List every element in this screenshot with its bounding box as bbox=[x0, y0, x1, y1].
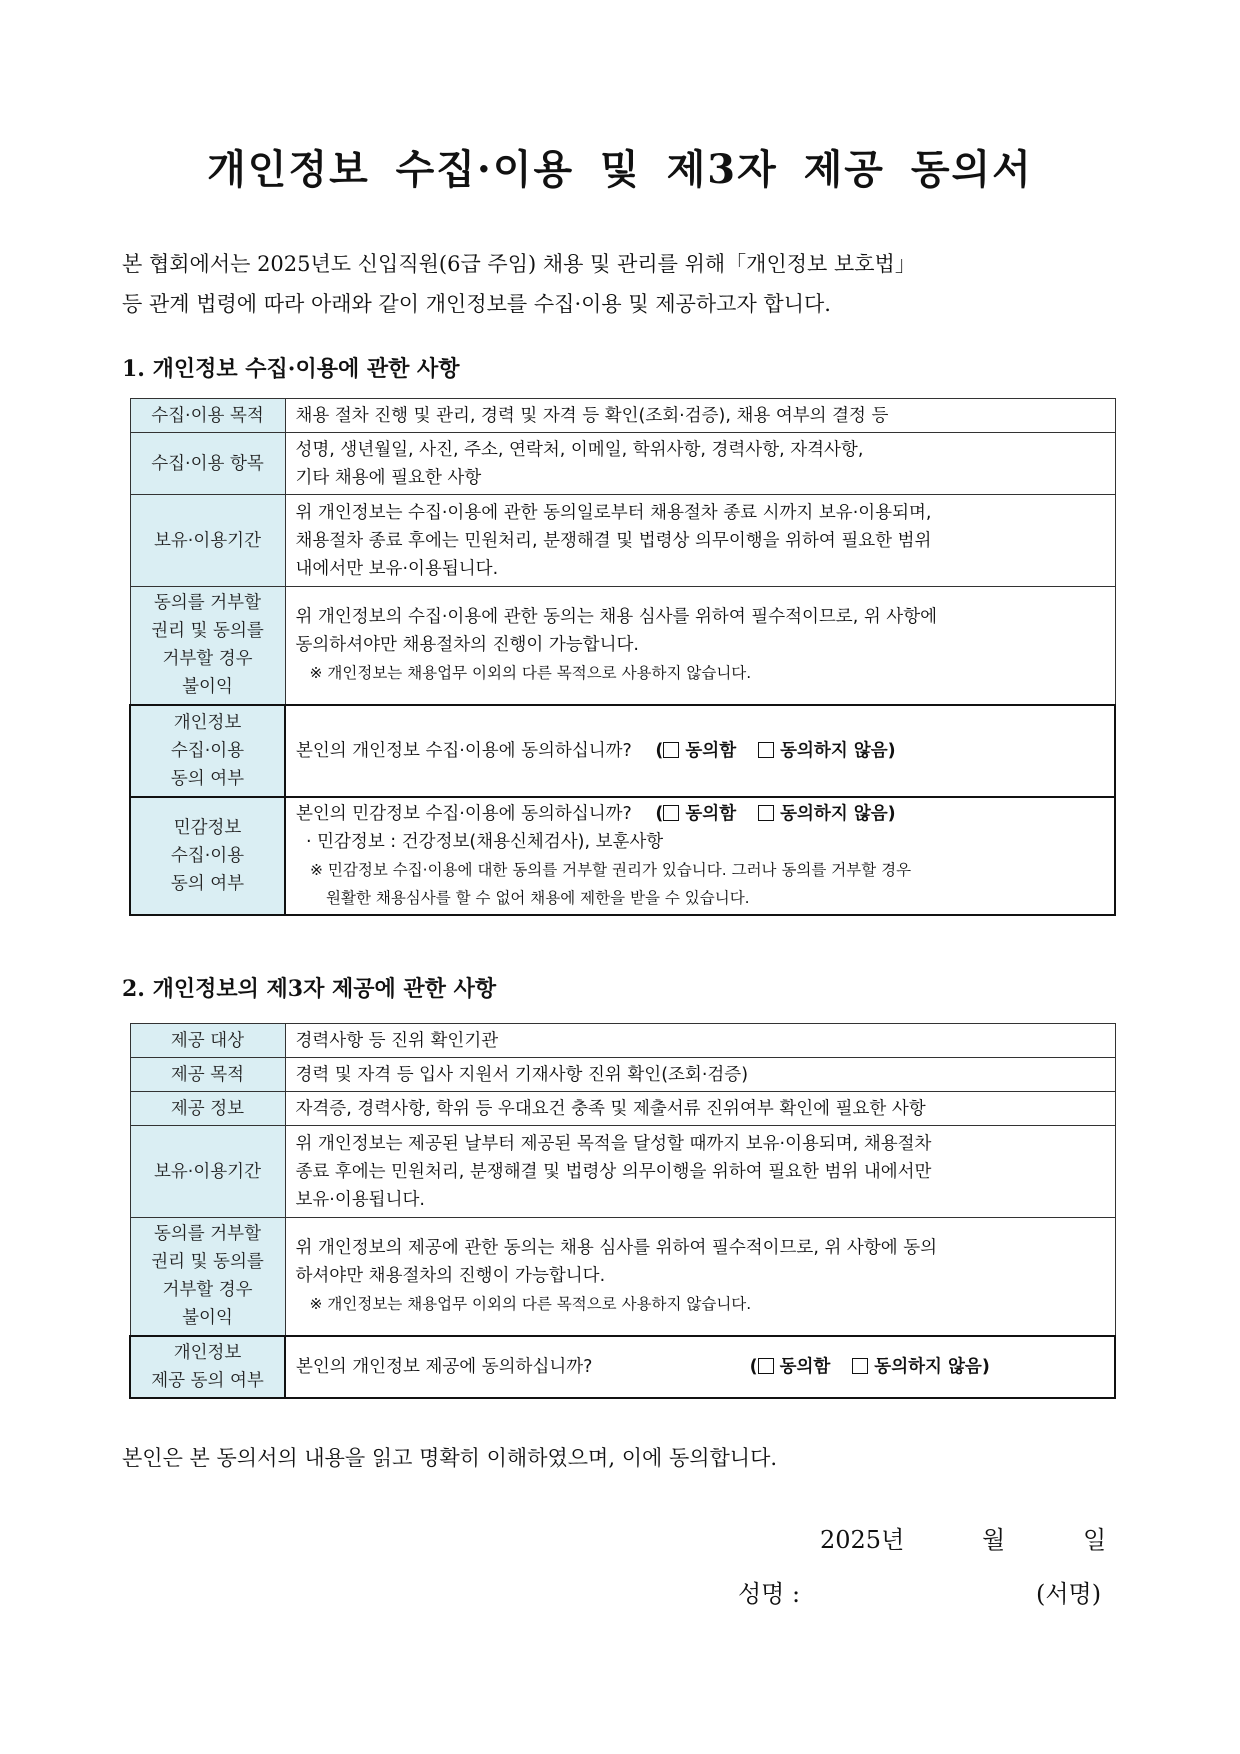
refuse-label bbox=[130, 587, 285, 705]
paren-open: ( bbox=[655, 803, 664, 824]
items-label: 수집·이용 항목 bbox=[130, 433, 285, 495]
agree-checkbox[interactable] bbox=[663, 805, 679, 821]
sensitive-items: · 민감정보 : 건강정보(채용신체검사), 보훈사항 bbox=[306, 831, 664, 852]
signature-name-label: 성명 : bbox=[738, 1580, 801, 1608]
target-value: 경력사항 등 진위 확인기관 bbox=[285, 1024, 1115, 1058]
signature-line bbox=[0, 1574, 1240, 1614]
sensitive-label-line: 수집·이용 bbox=[170, 845, 245, 866]
paren-close: ) bbox=[887, 740, 896, 761]
third-party-table bbox=[129, 1023, 1116, 1399]
consent-label-line: 개인정보 bbox=[173, 1342, 242, 1363]
section1-heading: 1. 개인정보 수집·이용에 관한 사항 bbox=[122, 356, 460, 382]
paren-open: ( bbox=[749, 1356, 758, 1377]
disagree-checkbox[interactable] bbox=[758, 742, 774, 758]
table-row bbox=[130, 1336, 1115, 1398]
paren-open: ( bbox=[655, 740, 664, 761]
period-value-line: 종료 후에는 민원처리, 분쟁해결 및 법령상 의무이행을 위하여 필요한 범위 내에서만 bbox=[295, 1161, 932, 1182]
disagree-checkbox[interactable] bbox=[758, 805, 774, 821]
refuse-label-line: 권리 및 동의를 bbox=[151, 1252, 264, 1273]
table-row bbox=[130, 433, 1115, 495]
intro-line-2: 등 관계 법령에 따라 아래와 같이 개인정보를 수집·이용 및 제공하고자 합니다. bbox=[122, 292, 831, 316]
sensitive-options bbox=[655, 804, 895, 824]
refuse-value-line: 위 개인정보의 수집·이용에 관한 동의는 채용 심사를 위하여 필수적이므로, 위 사항에 bbox=[295, 607, 938, 628]
agree-checkbox[interactable] bbox=[663, 742, 679, 758]
collection-table bbox=[129, 398, 1116, 916]
refuse-value-line: 위 개인정보의 제공에 관한 동의는 채용 심사를 위하여 필수적이므로, 위 사항에 동의 bbox=[295, 1238, 938, 1259]
table-row bbox=[130, 1126, 1115, 1218]
refuse-label-line: 거부할 경우 bbox=[162, 1280, 253, 1301]
sensitive-note: ※ 민감정보 수집·이용에 대한 동의를 거부할 권리가 있습니다. 그러나 동의를 거부할 경우 bbox=[310, 860, 912, 879]
items-value-line: 성명, 생년월일, 사진, 주소, 연락처, 이메일, 학위사항, 경력사항, 자격사항, bbox=[295, 439, 864, 460]
period-value-line: 채용절차 종료 후에는 민원처리, 분쟁해결 및 법령상 의무이행을 위하여 필요한 범위 bbox=[295, 530, 932, 551]
table-row bbox=[130, 1058, 1115, 1092]
provide-info-value: 자격증, 경력사항, 학위 등 우대요건 충족 및 제출서류 진위여부 확인에 필요한 사항 bbox=[285, 1092, 1115, 1126]
refuse-value-line: 하셔야만 채용절차의 진행이 가능합니다. bbox=[295, 1266, 606, 1287]
consent-options bbox=[655, 741, 895, 761]
period-value-line: 내에서만 보유·이용됩니다. bbox=[295, 558, 499, 579]
refuse-note: ※ 개인정보는 채용업무 이외의 다른 목적으로 사용하지 않습니다. bbox=[309, 664, 752, 683]
consent-label-line: 동의 여부 bbox=[170, 768, 245, 789]
consent-label-line: 수집·이용 bbox=[170, 740, 245, 761]
target-label: 제공 대상 bbox=[130, 1024, 285, 1058]
provide-consent-question: 본인의 개인정보 제공에 동의하십니까? bbox=[296, 1356, 593, 1377]
period-label: 보유·이용기간 bbox=[130, 1126, 285, 1218]
refuse-value-line: 동의하셔야만 채용절차의 진행이 가능합니다. bbox=[295, 635, 639, 656]
items-value-line: 기타 채용에 필요한 사항 bbox=[295, 467, 482, 488]
intro-line-1: 본 협회에서는 2025년도 신입직원(6급 주임) 채용 및 관리를 위해「개인정보 보호법」 bbox=[122, 252, 916, 276]
period-value bbox=[285, 1126, 1115, 1218]
provide-purpose-label: 제공 목적 bbox=[130, 1058, 285, 1092]
provide-consent-label bbox=[130, 1336, 285, 1398]
date-line bbox=[0, 1520, 1240, 1560]
refuse-label-line: 권리 및 동의를 bbox=[151, 621, 264, 642]
table-row bbox=[130, 587, 1115, 705]
refuse-label bbox=[130, 1218, 285, 1336]
section2-heading: 2. 개인정보의 제3자 제공에 관한 사항 bbox=[122, 976, 497, 1002]
sensitive-label-line: 동의 여부 bbox=[170, 873, 245, 894]
refuse-value bbox=[285, 1218, 1115, 1336]
sensitive-question-line bbox=[296, 800, 1104, 828]
items-value bbox=[285, 433, 1115, 495]
provide-purpose-value: 경력 및 자격 등 입사 지원서 기재사항 진위 확인(조회·검증) bbox=[285, 1058, 1115, 1092]
period-value-line: 위 개인정보는 수집·이용에 관한 동의일로부터 채용절차 종료 시까지 보유·이용되며, bbox=[295, 502, 932, 523]
refuse-value bbox=[285, 587, 1115, 705]
table-row bbox=[130, 1024, 1115, 1058]
table-row bbox=[130, 1092, 1115, 1126]
table-row bbox=[130, 495, 1115, 587]
signature-sign-label: (서명) bbox=[1036, 1580, 1102, 1608]
consent-value bbox=[285, 705, 1115, 797]
provide-consent-options bbox=[750, 1357, 990, 1377]
refuse-note: ※ 개인정보는 채용업무 이외의 다른 목적으로 사용하지 않습니다. bbox=[309, 1295, 752, 1314]
table-row bbox=[130, 797, 1115, 915]
consent-label bbox=[130, 705, 285, 797]
provide-consent-value bbox=[285, 1336, 1115, 1398]
table-row bbox=[130, 705, 1115, 797]
consent-label-line: 제공 동의 여부 bbox=[151, 1370, 264, 1391]
date-month: 월 bbox=[982, 1526, 1006, 1554]
refuse-label-line: 불이익 bbox=[182, 1308, 233, 1329]
sensitive-label-line: 민감정보 bbox=[173, 817, 242, 838]
agree-option-label: 동의함 bbox=[779, 1356, 831, 1377]
disagree-option-label: 동의하지 않음 bbox=[874, 1356, 982, 1377]
disagree-option-label: 동의하지 않음 bbox=[780, 740, 888, 761]
period-value bbox=[285, 495, 1115, 587]
disagree-option-label: 동의하지 않음 bbox=[780, 803, 888, 824]
closing-statement: 본인은 본 동의서의 내용을 읽고 명확히 이해하였으며, 이에 동의합니다. bbox=[122, 1446, 778, 1470]
consent-label-line: 개인정보 bbox=[173, 712, 242, 733]
period-value-line: 위 개인정보는 제공된 날부터 제공된 목적을 달성할 때까지 보유·이용되며, 채용절차 bbox=[295, 1133, 932, 1154]
page-title: 개인정보 수집·이용 및 제3자 제공 동의서 bbox=[207, 146, 1033, 193]
refuse-label-line: 동의를 거부할 bbox=[154, 593, 261, 614]
table-row bbox=[130, 1218, 1115, 1336]
date-day: 일 bbox=[1083, 1526, 1107, 1554]
period-label: 보유·이용기간 bbox=[130, 495, 285, 587]
refuse-label-line: 불이익 bbox=[182, 677, 233, 698]
purpose-label: 수집·이용 목적 bbox=[130, 399, 285, 433]
provide-info-label: 제공 정보 bbox=[130, 1092, 285, 1126]
purpose-value: 채용 절차 진행 및 관리, 경력 및 자격 등 확인(조회·검증), 채용 여부의 결정 등 bbox=[285, 399, 1115, 433]
agree-checkbox[interactable] bbox=[758, 1358, 774, 1374]
refuse-label-line: 거부할 경우 bbox=[162, 649, 253, 670]
table-row bbox=[130, 399, 1115, 433]
refuse-label-line: 동의를 거부할 bbox=[154, 1224, 261, 1245]
paren-close: ) bbox=[981, 1356, 990, 1377]
sensitive-value bbox=[285, 797, 1115, 915]
period-value-line: 보유·이용됩니다. bbox=[295, 1189, 425, 1210]
paren-close: ) bbox=[887, 803, 896, 824]
agree-option-label: 동의함 bbox=[685, 803, 737, 824]
sensitive-question: 본인의 민감정보 수집·이용에 동의하십니까? bbox=[296, 803, 632, 824]
intro-paragraph bbox=[122, 244, 1122, 324]
date-year: 2025년 bbox=[820, 1526, 905, 1554]
agree-option-label: 동의함 bbox=[685, 740, 737, 761]
sensitive-label bbox=[130, 797, 285, 915]
sensitive-note-cont: 원활한 채용심사를 할 수 없어 채용에 제한을 받을 수 있습니다. bbox=[326, 888, 750, 907]
disagree-checkbox[interactable] bbox=[852, 1358, 868, 1374]
consent-question: 본인의 개인정보 수집·이용에 동의하십니까? bbox=[296, 740, 632, 761]
